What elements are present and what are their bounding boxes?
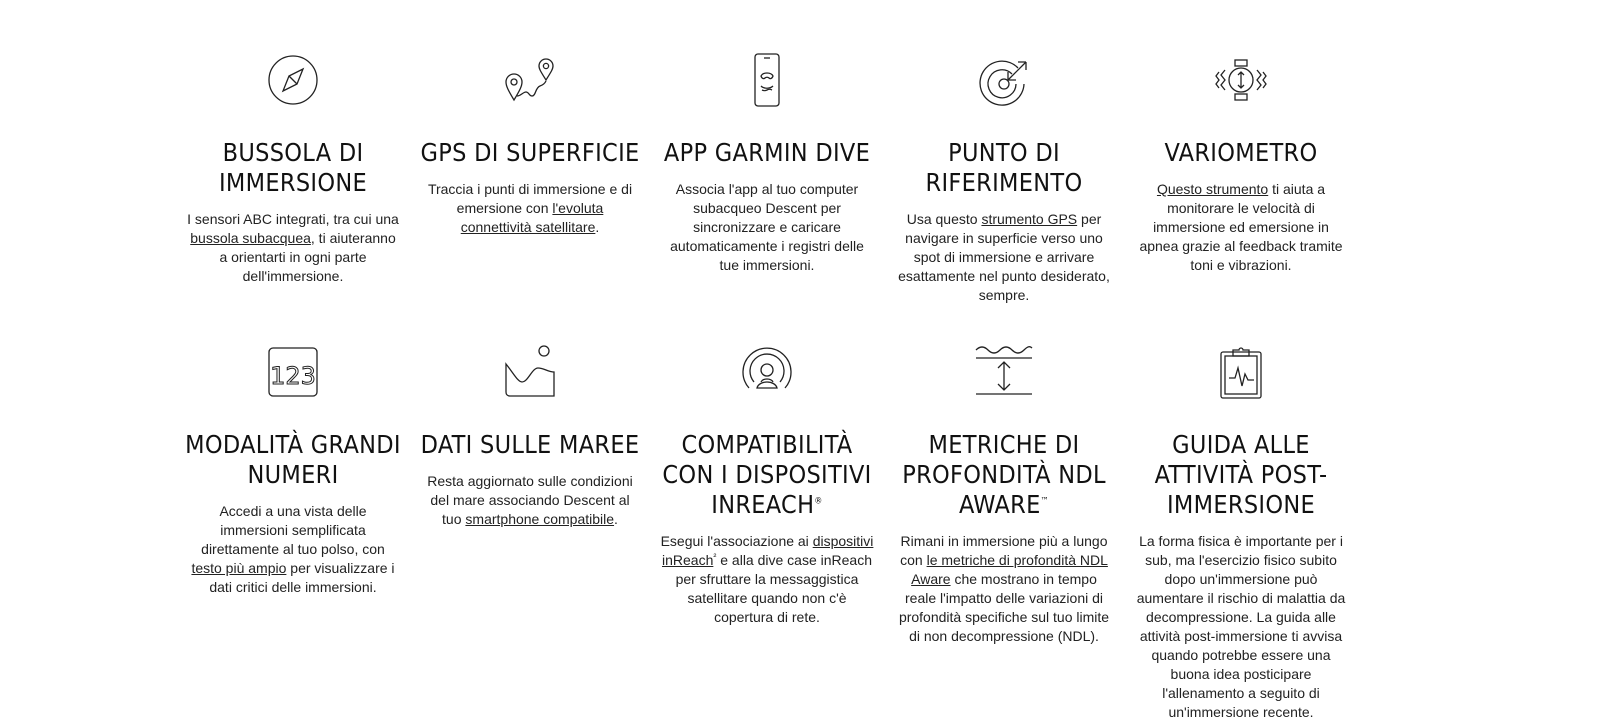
feature-card bbox=[1131, 50, 1351, 275]
feature-card bbox=[657, 50, 877, 275]
feature-link[interactable]: bussola subacquea bbox=[190, 230, 311, 246]
feature-card bbox=[1131, 342, 1351, 722]
compass-icon bbox=[263, 50, 323, 110]
feature-text: . bbox=[614, 511, 618, 527]
feature-text: che mostrano in tempo reale l'impatto delle variazioni di profondità specifiche sul tuo limite di non decompressione (NDL). bbox=[898, 571, 1110, 644]
feature-text: ti aiuta a monitorare le velocità di immersione ed emersione in apnea grazie al feedback tramite toni e vibrazioni. bbox=[1139, 181, 1343, 273]
inreach-signal-icon bbox=[737, 342, 797, 402]
feature-description bbox=[657, 532, 877, 627]
gps-route-icon bbox=[500, 50, 560, 110]
feature-title: METRICHE DI PROFONDITÀ NDL AWARE™ bbox=[902, 430, 1106, 519]
feature-link[interactable]: Questo strumento bbox=[1156, 181, 1269, 197]
feature-description bbox=[894, 532, 1114, 646]
feature-card bbox=[657, 342, 877, 627]
feature-description bbox=[420, 180, 640, 237]
feature-text: per navigare in superficie verso uno spot di immersione e arrivare esattamente nel punto desiderato, sempre. bbox=[898, 211, 1110, 303]
feature-description bbox=[183, 210, 403, 286]
feature-description bbox=[1131, 532, 1351, 722]
feature-link[interactable]: dispositivi inReach bbox=[661, 533, 874, 568]
feature-link[interactable]: strumento GPS bbox=[981, 211, 1078, 227]
feature-card bbox=[894, 50, 1114, 305]
feature-text: La forma fisica è importante per i sub, ma l'esercizio fisico subito dopo un'immersione può aumentare il rischio di malattia da decompressione. La guida alle attività post-immersione ti avvisa quando potrebbe essere una buona idea posticipare l'allenamento a seguito di un'immersione recente. bbox=[1136, 533, 1346, 720]
feature-title: BUSSOLA DI IMMERSIONE bbox=[218, 138, 367, 197]
phone-app-icon bbox=[737, 50, 797, 110]
vibrating-watch-icon bbox=[1211, 50, 1271, 110]
feature-text: I sensori ABC integrati, tra cui una bbox=[187, 211, 399, 227]
feature-title: APP GARMIN DIVE bbox=[663, 138, 871, 167]
target-arrow-icon bbox=[974, 50, 1034, 110]
clipboard-chart-icon bbox=[1211, 342, 1271, 402]
feature-card bbox=[183, 342, 403, 597]
tide-wave-icon bbox=[500, 342, 560, 402]
feature-description bbox=[657, 180, 877, 275]
features-row-1 bbox=[183, 50, 1423, 342]
feature-text: Usa questo bbox=[906, 211, 982, 227]
feature-title: MODALITÀ GRANDI NUMERI bbox=[185, 430, 401, 489]
svg-text:123: 123 bbox=[270, 362, 316, 390]
features-row-2 bbox=[183, 342, 1423, 720]
feature-title: PUNTO DI RIFERIMENTO bbox=[925, 138, 1083, 197]
feature-title: GUIDA ALLE ATTIVITÀ POST-IMMERSIONE bbox=[1154, 430, 1328, 519]
feature-card bbox=[420, 342, 640, 529]
feature-card bbox=[894, 342, 1114, 646]
feature-title: DATI SULLE MAREE bbox=[420, 430, 640, 459]
feature-card bbox=[183, 50, 403, 286]
feature-text: Accedi a una vista delle immersioni semplificata direttamente al tuo polso, con bbox=[201, 503, 385, 557]
feature-text: Rimani in immersione più a lungo con bbox=[900, 533, 1108, 568]
feature-description bbox=[420, 472, 640, 529]
feature-text: , ti aiuteranno a orientarti in ogni parte dell'immersione. bbox=[219, 230, 396, 284]
feature-title: GPS DI SUPERFICIE bbox=[420, 138, 640, 167]
feature-title: VARIOMETRO bbox=[1164, 138, 1318, 167]
feature-text: per visualizzare i dati critici delle immersioni. bbox=[209, 560, 395, 595]
big-numbers-icon bbox=[263, 342, 323, 402]
feature-text: $^{^2}$ e alla dive case inReach per sfruttare la messaggistica satellitare quando non c'è copertura di rete. bbox=[675, 551, 873, 625]
feature-text: Associa l'app al tuo computer subacqueo Descent per sincronizzare e caricare automaticamente i registri delle tue immersioni. bbox=[670, 181, 864, 273]
feature-text: Esegui l'associazione ai bbox=[660, 533, 813, 549]
feature-link[interactable]: le metriche di profondità NDL Aware bbox=[911, 552, 1108, 587]
feature-text: Traccia i punti di immersione e di emersione con bbox=[427, 181, 633, 216]
feature-link[interactable]: smartphone compatibile bbox=[465, 511, 615, 527]
feature-text: Resta aggiornato sulle condizioni del mare associando Descent al tuo bbox=[427, 473, 633, 527]
feature-description bbox=[1131, 180, 1351, 275]
features-grid bbox=[183, 50, 1423, 720]
feature-link[interactable]: l'evoluta connettività satellitare bbox=[460, 200, 604, 235]
feature-description bbox=[894, 210, 1114, 305]
feature-description bbox=[183, 502, 403, 597]
feature-link[interactable]: testo più ampio bbox=[191, 560, 287, 576]
feature-card bbox=[420, 50, 640, 237]
feature-text: . bbox=[595, 219, 600, 235]
depth-waves-icon bbox=[974, 342, 1034, 402]
feature-title: COMPATIBILITÀ CON I DISPOSITIVI INREACH® bbox=[662, 430, 872, 519]
